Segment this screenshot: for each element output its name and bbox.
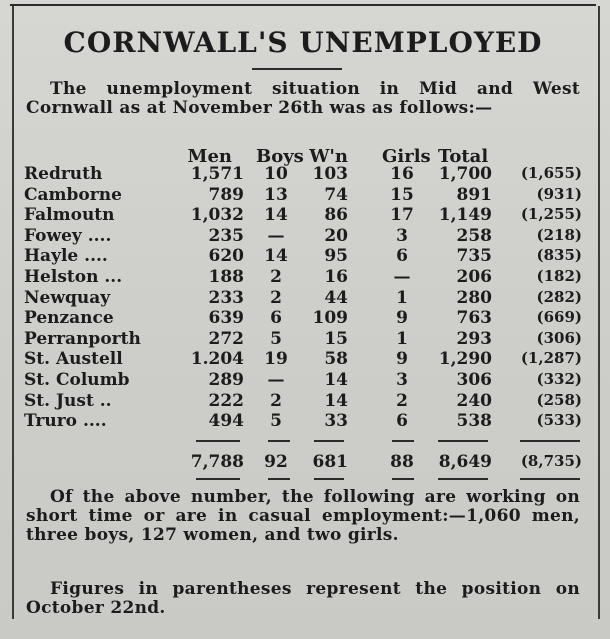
town-cell: Truro .... xyxy=(24,411,107,432)
header-girls: Girls xyxy=(382,146,431,167)
bottom-separator-total xyxy=(438,478,488,480)
men-cell: 1.204 xyxy=(190,349,244,370)
separator-boys xyxy=(268,440,290,442)
bottom-separator-oct xyxy=(520,478,580,480)
total-girls: 88 xyxy=(390,452,414,472)
town-cell: Helston ... xyxy=(24,267,123,287)
total-cell: 306 xyxy=(456,370,492,390)
separator-girls xyxy=(392,440,414,442)
footnote-paragraph xyxy=(26,580,580,618)
town-cell: St. Just .. xyxy=(24,390,112,411)
boys-cell: 2 xyxy=(270,267,282,287)
boys-cell: 10 xyxy=(264,164,288,184)
men-cell: 233 xyxy=(208,287,244,308)
boys-cell: 5 xyxy=(270,328,282,349)
separator-women xyxy=(314,440,344,442)
left-column-rule xyxy=(12,6,14,619)
top-rule xyxy=(10,4,596,6)
table-row xyxy=(24,164,594,184)
town-cell: Fowey .... xyxy=(24,225,112,246)
total-oct: (8,735) xyxy=(520,452,582,470)
girls-cell: 2 xyxy=(396,390,408,411)
women-cell: 44 xyxy=(324,287,348,308)
intro-paragraph xyxy=(26,80,580,118)
men-cell: 639 xyxy=(208,308,244,329)
men-cell: 1,571 xyxy=(190,164,244,184)
town-cell: Penzance xyxy=(24,308,114,329)
header-women: W'n xyxy=(309,146,348,167)
women-cell: 33 xyxy=(324,411,348,432)
boys-cell: 2 xyxy=(270,287,282,308)
table-header-row xyxy=(24,146,594,166)
men-cell: 289 xyxy=(208,370,244,390)
footnote-text: Figures in parentheses represent the position on October 22nd. xyxy=(26,579,580,618)
total-cell: 763 xyxy=(456,308,492,329)
table-row xyxy=(24,288,594,308)
men-cell: 222 xyxy=(208,390,244,411)
girls-cell: 15 xyxy=(390,184,414,205)
october-cell: (533) xyxy=(536,411,582,430)
separator-total xyxy=(438,440,488,442)
totals-row xyxy=(24,452,594,472)
total-cell: 891 xyxy=(456,184,492,205)
october-cell: (835) xyxy=(536,246,582,265)
total-cell: 206 xyxy=(456,267,492,287)
total-women: 681 xyxy=(312,452,348,472)
total-cell: 258 xyxy=(456,225,492,246)
women-cell: 14 xyxy=(324,390,348,411)
table-row xyxy=(24,349,594,369)
women-cell: 103 xyxy=(312,164,348,184)
women-cell: 74 xyxy=(324,184,348,205)
boys-cell: 13 xyxy=(264,184,288,205)
women-cell: 58 xyxy=(324,349,348,370)
table-row xyxy=(24,185,594,205)
total-cell: 240 xyxy=(456,390,492,411)
total-cell: 1,700 xyxy=(438,164,492,184)
total-cell: 1,149 xyxy=(438,205,492,226)
october-cell: (306) xyxy=(536,328,582,347)
separator-oct xyxy=(520,440,580,442)
october-cell: (282) xyxy=(536,287,582,306)
girls-cell: 3 xyxy=(396,225,408,246)
girls-cell: 1 xyxy=(396,287,408,308)
girls-cell: 17 xyxy=(390,205,414,226)
women-cell: 16 xyxy=(324,267,348,287)
boys-cell: 5 xyxy=(270,411,282,432)
header-boys: Boys xyxy=(256,146,304,167)
october-cell: (1,255) xyxy=(520,205,582,224)
women-cell: 15 xyxy=(324,328,348,349)
bottom-separator-women xyxy=(314,478,344,480)
boys-cell: — xyxy=(267,225,285,246)
total-cell: 280 xyxy=(456,287,492,308)
october-cell: (1,655) xyxy=(520,164,582,182)
total-cell: 1,290 xyxy=(438,349,492,370)
town-cell: Hayle .... xyxy=(24,246,108,267)
men-cell: 494 xyxy=(208,411,244,432)
girls-cell: — xyxy=(393,267,411,287)
header-total: Total xyxy=(438,146,489,167)
headline: CORNWALL'S UNEMPLOYED xyxy=(63,26,543,59)
october-cell: (218) xyxy=(536,225,582,244)
men-cell: 235 xyxy=(208,225,244,246)
boys-cell: 2 xyxy=(270,390,282,411)
boys-cell: 14 xyxy=(264,246,288,267)
town-cell: Newquay xyxy=(24,287,111,308)
women-cell: 14 xyxy=(324,370,348,390)
girls-cell: 9 xyxy=(396,349,408,370)
short-time-text: Of the above number, the following are working on short time or are in casual employment:—1,060 men, three boys, 127 women, and two girls. xyxy=(26,487,580,545)
header-men: Men xyxy=(187,146,232,167)
bottom-separator-girls xyxy=(392,478,414,480)
women-cell: 109 xyxy=(312,308,348,329)
total-total: 8,649 xyxy=(438,452,492,472)
girls-cell: 9 xyxy=(396,308,408,329)
table-row xyxy=(24,205,594,225)
town-cell: Perranporth xyxy=(24,328,141,349)
town-cell: Redruth xyxy=(24,164,103,184)
boys-cell: 6 xyxy=(270,308,282,329)
short-time-paragraph xyxy=(26,488,580,545)
men-cell: 188 xyxy=(208,267,244,287)
women-cell: 86 xyxy=(324,205,348,226)
october-cell: (258) xyxy=(536,390,582,409)
october-cell: (332) xyxy=(536,370,582,388)
table-row xyxy=(24,411,594,431)
men-cell: 620 xyxy=(208,246,244,267)
october-cell: (931) xyxy=(536,184,582,203)
table-row xyxy=(24,329,594,349)
town-cell: Falmoutn xyxy=(24,205,115,226)
total-boys: 92 xyxy=(264,452,288,472)
women-cell: 95 xyxy=(324,246,348,267)
october-cell: (1,287) xyxy=(520,349,582,368)
total-cell: 538 xyxy=(456,411,492,432)
boys-cell: — xyxy=(267,370,285,390)
bottom-separator-men xyxy=(196,478,240,480)
table-row xyxy=(24,246,594,266)
separator-men xyxy=(196,440,240,442)
town-cell: St. Columb xyxy=(24,370,130,390)
total-cell: 293 xyxy=(456,328,492,349)
men-cell: 272 xyxy=(208,328,244,349)
october-cell: (182) xyxy=(536,267,582,285)
town-cell: Camborne xyxy=(24,184,122,205)
total-cell: 735 xyxy=(456,246,492,267)
table-row xyxy=(24,370,594,390)
girls-cell: 6 xyxy=(396,246,408,267)
bottom-separator-boys xyxy=(268,478,290,480)
headline-rule xyxy=(252,68,342,70)
women-cell: 20 xyxy=(324,225,348,246)
boys-cell: 14 xyxy=(264,205,288,226)
table-row xyxy=(24,267,594,287)
boys-cell: 19 xyxy=(264,349,288,370)
girls-cell: 1 xyxy=(396,328,408,349)
men-cell: 789 xyxy=(208,184,244,205)
men-cell: 1,032 xyxy=(190,205,244,226)
girls-cell: 16 xyxy=(390,164,414,184)
right-column-rule xyxy=(598,6,600,619)
table-row xyxy=(24,308,594,328)
girls-cell: 6 xyxy=(396,411,408,432)
town-cell: St. Austell xyxy=(24,349,123,370)
table-row xyxy=(24,226,594,246)
intro-text: The unemployment situation in Mid and West Cornwall as at November 26th was as follows:— xyxy=(26,79,580,118)
girls-cell: 3 xyxy=(396,370,408,390)
october-cell: (669) xyxy=(536,308,582,327)
table-row xyxy=(24,391,594,411)
total-men: 7,788 xyxy=(190,452,244,472)
